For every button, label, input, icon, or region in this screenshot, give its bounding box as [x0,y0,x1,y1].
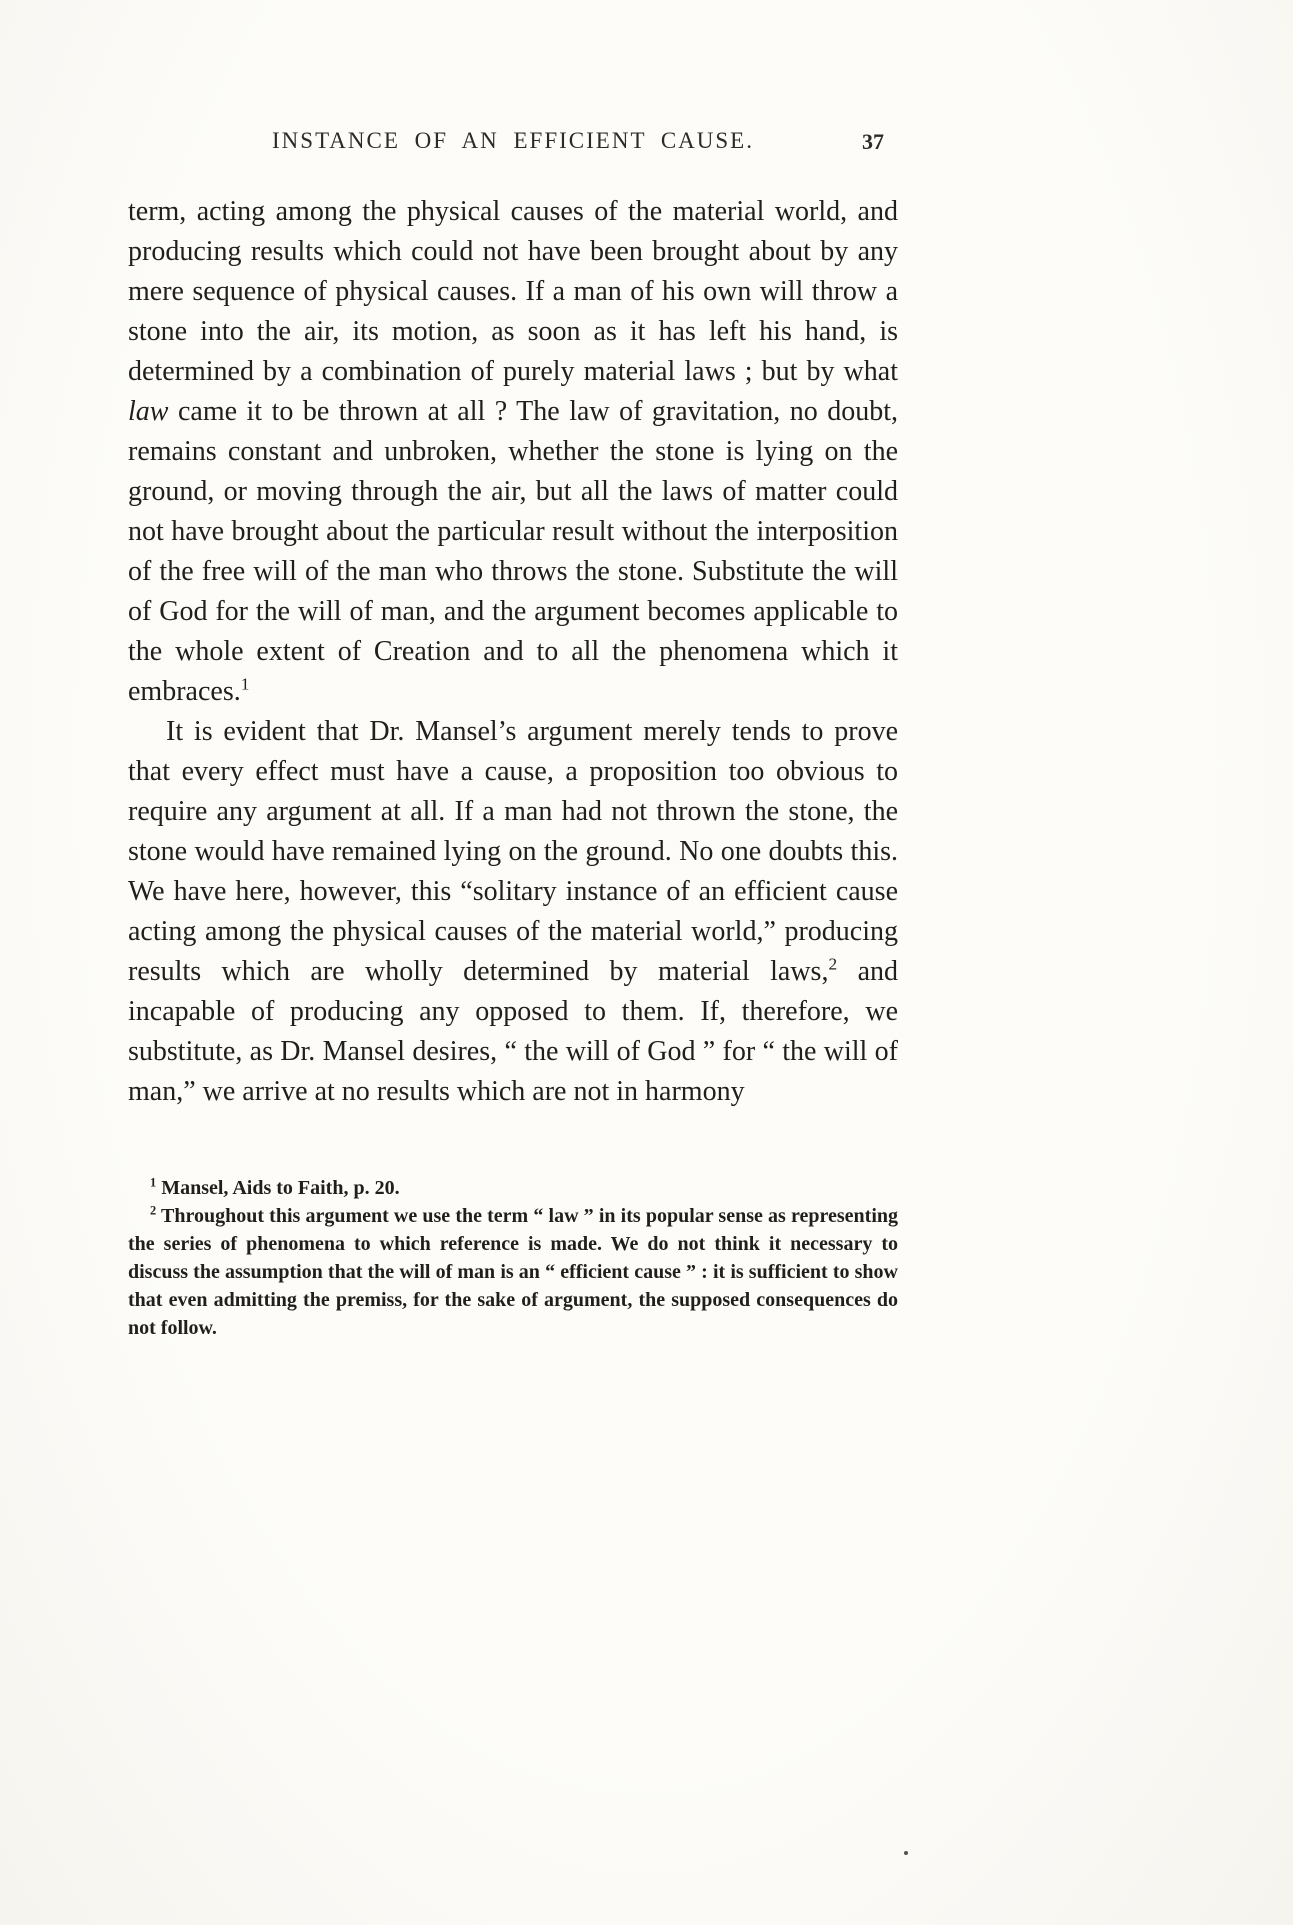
paragraph-text: and incapable of producing any opposed to them. If, therefore, we substitute, as Dr. Mansel desires, “ the will of God ” for “ the will of man,” we arrive at no results which are not in harmony [128,956,898,1107]
paragraph-sup: 1 [240,674,250,694]
paragraph-italic: law [128,396,169,427]
paragraph-sup: 2 [828,954,838,974]
text-block [128,128,898,1342]
page-title: INSTANCE OF AN EFFICIENT CAUSE. [272,128,754,153]
footnote-sup: 1 [150,1175,157,1190]
scan-speck [904,1851,908,1855]
running-head [128,128,898,162]
paragraph-text: came it to be thrown at all ? The law of gravitation, no doubt, remains constant and unbroken, whether the stone is lying on the ground, or moving through the air, but all the laws of matter could not have brought about the particular result without the interposition of the free will of the man who throws the stone. Substitute the will of God for the will of man, and the argument becomes applicable to the whole extent of Creation and to all the phenomena which it embraces. [128,396,898,707]
paragraph-text: It is evident that Dr. Mansel’s argument merely tends to prove that every effect must have a cause, a proposition too obvious to require any argument at all. If a man had not thrown the stone, the stone would have remained lying on the ground. No one doubts this. We have here, however, this “solitary instance of an efficient cause acting among the physical causes of the material world,” producing results which are wholly determined by material laws, [128,716,898,987]
paragraph [128,712,898,1112]
page-number: 37 [862,129,884,154]
footnote-text: Mansel, Aids to Faith, p. 20. [156,1177,400,1199]
body-text [128,192,898,1112]
footnote-sup: 2 [150,1203,157,1218]
footnotes [128,1174,898,1342]
footnote [128,1202,898,1342]
footnote-text: Throughout this argument we use the term “ law ” in its popular sense as representing the series of phenomena to which reference is made. We do not think it necessary to discuss the assumption that the will of man is an “ efficient cause ” : it is sufficient to show that even admitting the premiss, for the sake of argument, the supposed consequences do not follow. [128,1205,898,1339]
paragraph-text: term, acting among the physical causes of the material world, and producing results which could not have been brought about by any mere sequence of physical causes. If a man of his own will throw a stone into the air, its motion, as soon as it has left his hand, is determined by a combination of purely material laws ; but by what [128,196,898,387]
paragraph [128,192,898,712]
footnote [128,1174,898,1202]
